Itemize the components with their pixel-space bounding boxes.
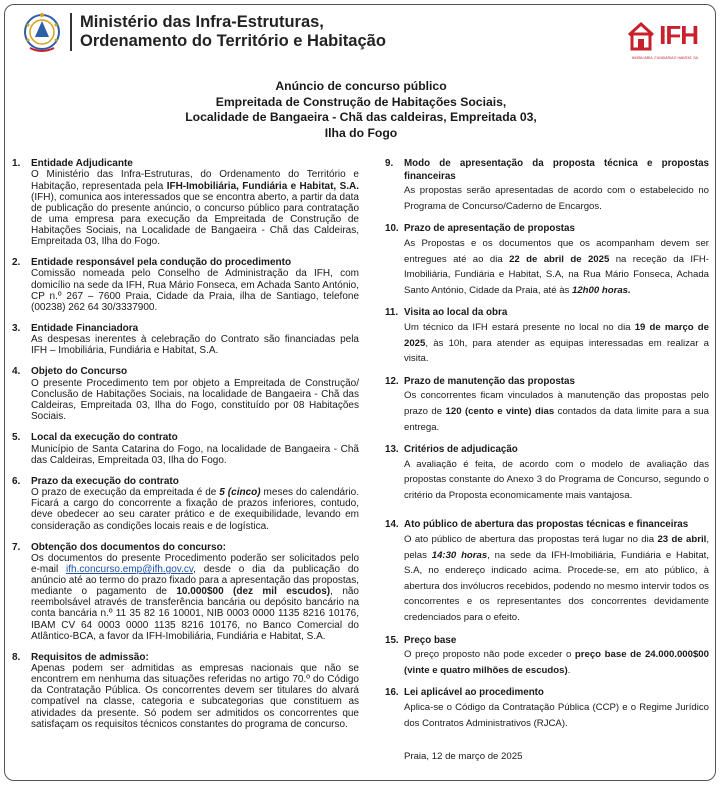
- title-line-2: Empreitada de Construção de Habitações Sociais,: [215, 94, 507, 109]
- section-heading: Entidade Adjudicante: [31, 158, 133, 169]
- right-column: [385, 158, 709, 765]
- section-10: [385, 223, 709, 298]
- section-7: [12, 542, 359, 642]
- section-number: 10.: [385, 223, 399, 235]
- section-text: O preço proposto não pode exceder o preço base de 24.000.000$00 (vinte e quatro milhões de escudos).: [404, 649, 709, 676]
- section-number: 15.: [385, 634, 399, 646]
- section-text: O prazo de execução da empreitada é de 5 (cinco) meses do calendário. Ficará a cargo do concorrente a fixação de prazos inferiores, contudo, deve obedecer ao seu carater prático e de exequibilidade, levando em consideração as condições locais reais e de logística.: [31, 487, 359, 532]
- section-text: Município de Santa Catarina do Fogo, na localidade de Bangaeira - Chã das Caldeiras, Empreitada 03, Ilha do Fogo.: [31, 443, 359, 466]
- section-text: O presente Procedimento tem por objeto a Empreitada de Construção/ Conclusão de Habitações Sociais, na localidade de Bangaeira - Chã das Caldeiras, Empreitada 03, Ilha do Fogo, constituído por 08 Habitações Sociais.: [31, 377, 359, 423]
- section-heading: Modo de apresentação da proposta técnica e propostas financeiras: [404, 158, 709, 182]
- section-3: [12, 323, 359, 357]
- section-number: 11.: [385, 307, 399, 319]
- section-text: Os concorrentes ficam vinculados à manutenção das propostas pelo prazo de 120 (cento e vinte) dias contados da data limite para a sua entrega.: [404, 390, 710, 433]
- section-heading: Critérios de adjudicação: [404, 444, 518, 456]
- section-number: 5.: [12, 432, 21, 444]
- ministry-name: [80, 13, 386, 51]
- section-16: [385, 687, 709, 731]
- section-text: As propostas serão apresentadas de acordo com o estabelecido no Programa de Concurso/Caderno de Encargos.: [404, 185, 710, 212]
- section-5: [12, 432, 359, 466]
- section-number: 14.: [385, 519, 399, 531]
- ifh-logo-text: IFH: [659, 20, 698, 50]
- section-text: Um técnico da IFH estará presente no local no dia 19 de março de 2025, às 10h, para atender as equipas interessadas em realizar a visita.: [404, 321, 709, 365]
- section-number: 13.: [385, 444, 399, 456]
- announcement-title: [0, 79, 722, 141]
- section-number: 7.: [12, 541, 21, 553]
- section-number: 12.: [385, 375, 399, 387]
- section-number: 6.: [12, 475, 21, 487]
- section-heading: Requisitos de admissão:: [31, 651, 149, 663]
- section-heading: Entidade Financiadora: [31, 322, 139, 334]
- contact-email-link[interactable]: ifh.concurso.emp@ifh.gov.cv: [66, 564, 194, 576]
- section-8: [12, 652, 359, 730]
- left-column: [12, 158, 359, 730]
- section-heading: Prazo de manutenção das propostas: [404, 375, 575, 387]
- section-number: 2.: [12, 257, 21, 269]
- section-heading: Objeto do Concurso: [31, 366, 128, 378]
- ministry-line-1: Ministério das Infra-Estruturas,: [80, 13, 324, 31]
- section-number: 3.: [12, 322, 21, 334]
- section-text: A avaliação é feita, de acordo com o modelo de avaliação das propostas constante do Anexo 3 do Programa de Concurso, segundo o critério da Proposta economicamente mais vantajosa.: [404, 458, 710, 501]
- section-heading: Prazo de apresentação de propostas: [404, 223, 575, 235]
- ministry-line-2: Ordenamento do Território e Habitação: [80, 32, 386, 50]
- section-heading: Ato público de abertura das propostas técnicas e financeiras: [404, 519, 689, 531]
- section-heading: Preço base: [404, 634, 457, 646]
- section-text: As despesas inerentes à celebração do Contrato são financiadas pela IFH – Imobiliária, Fundiária e Habitat, S.A.: [31, 334, 359, 357]
- section-text: O Ministério das Infra-Estruturas, do Ordenamento do Território e Habitação, representada pela IFH-Imobiliária, Fundiária e Habitat, S.A. (IFH), comunica aos interessados que se encontra aberto, a partir da data de publicação do presente anúncio, o concurso público para contratação de uma empresa para execução da Empreitada de Construção de Habitações Sociais, na Localidade de Bangaeira - Chã das Caldeiras, Empreitada 03, Ilha do Fogo.: [31, 169, 360, 247]
- section-heading: Entidade responsável pela condução do procedimento: [31, 257, 292, 269]
- section-text: Comissão nomeada pelo Conselho de Administração da IFH, com domicílio na sede da IFH, Rua Mário Fonseca, em Achada Santo António, CP n.º 267 – 7600 Praia, Cidade da Praia, ilha de Santiago, telefone (00238) 262 64 30/3337900.: [31, 268, 360, 313]
- section-number: 8.: [12, 651, 21, 663]
- section-6: [12, 476, 359, 532]
- section-1: [12, 158, 359, 247]
- section-text: Apenas podem ser admitidas as empresas nacionais que não se encontrem em nenhuma das situações referidas no artigo 70.º do Código da Contratação Pública. Os concorrentes devem ser titulares do alvará compatível na classe, categoria e subcategorias que constituem as atividades da presente. Só podem ser admitidos os concorrentes que satisfaçam os requisitos técnicos constantes do programa de concurso.: [31, 663, 359, 730]
- section-4: [12, 366, 359, 422]
- ifh-house-icon: [626, 21, 656, 51]
- section-13: [385, 444, 709, 503]
- header-divider: [70, 13, 72, 51]
- section-text: O ato público de abertura das propostas terá lugar no dia 23 de abril, pelas 14:30 horas, na sede da IFH-Imobiliária, Fundiária e Habitat, S.A, no endereço indicado acima. Procede-se, em ato público, à abertura dos invólucros recebidos, podendo no mesmo intervir todos os concorrentes e os representantes dos concorrentes devidamente credenciados para o efeito.: [404, 534, 710, 624]
- date-line: Praia, 12 de março de 2025: [404, 751, 523, 763]
- section-heading: Local da execução do contrato: [31, 432, 178, 444]
- section-number: 9.: [385, 158, 394, 169]
- section-2: [12, 257, 359, 313]
- section-heading: Lei aplicável ao procedimento: [404, 687, 544, 699]
- section-number: 4.: [12, 366, 21, 378]
- section-9: [385, 158, 709, 214]
- cabo-verde-emblem-icon: [22, 10, 62, 54]
- section-heading: Prazo da execução do contrato: [31, 475, 179, 487]
- section-14: [385, 519, 709, 625]
- section-number: 16.: [385, 687, 399, 699]
- title-line-4: Ilha do Fogo: [324, 125, 398, 140]
- title-line-3: Localidade de Bangaeira - Chã das caldeiras, Empreitada 03,: [185, 110, 537, 124]
- title-line-1: Anúncio de concurso público: [275, 79, 447, 93]
- ifh-logo: [626, 20, 698, 60]
- ifh-logo-tagline: IMOBILIÁRIA, FUNDIÁRIA E HABITAT, SA: [631, 56, 698, 60]
- section-heading: Visita ao local da obra: [404, 307, 508, 319]
- section-heading: Obtenção dos documentos do concurso:: [31, 541, 227, 553]
- section-text: As Propostas e os documentos que os acompanham devem ser entregues até ao dia 22 de abril de 2025 na receção da IFH- Imobiliária, Fundiária e Habitat, S.A, na Rua Mário Fonseca, Achada Santo António, Cidade da Praia, até às 12h00 horas.: [404, 237, 709, 296]
- section-15: [385, 635, 709, 679]
- section-number: 1.: [12, 158, 21, 169]
- ministry-header: [22, 10, 386, 54]
- section-11: [385, 307, 709, 366]
- section-text: Aplica-se o Código da Contratação Pública (CCP) e o Regime Jurídico dos Contratos Administrativos (RJCA).: [404, 702, 709, 729]
- section-text: Os documentos do presente Procedimento poderão ser solicitados pelo e-mail ifh.concurso.emp@ifh.gov.cv, desde o dia da publicação do anúncio até ao termo do prazo fixado para a apresentação das propostas, mediante o pagamento de 10.000$00 (dez mil escudos), não reembolsável através de transferência bancária ou depósito bancário na conta bancária n.º 11 35 82 16 10001, NIB 0003 0000 1135 8216 10176, IBAM CV 64 0003 0000 1135 8216 10176, no Banco Comercial do Atlântico-BCA, a favor da IFH-Imobiliária, Fundiária e Habitat, S.A.: [31, 553, 360, 642]
- section-12: [385, 376, 709, 435]
